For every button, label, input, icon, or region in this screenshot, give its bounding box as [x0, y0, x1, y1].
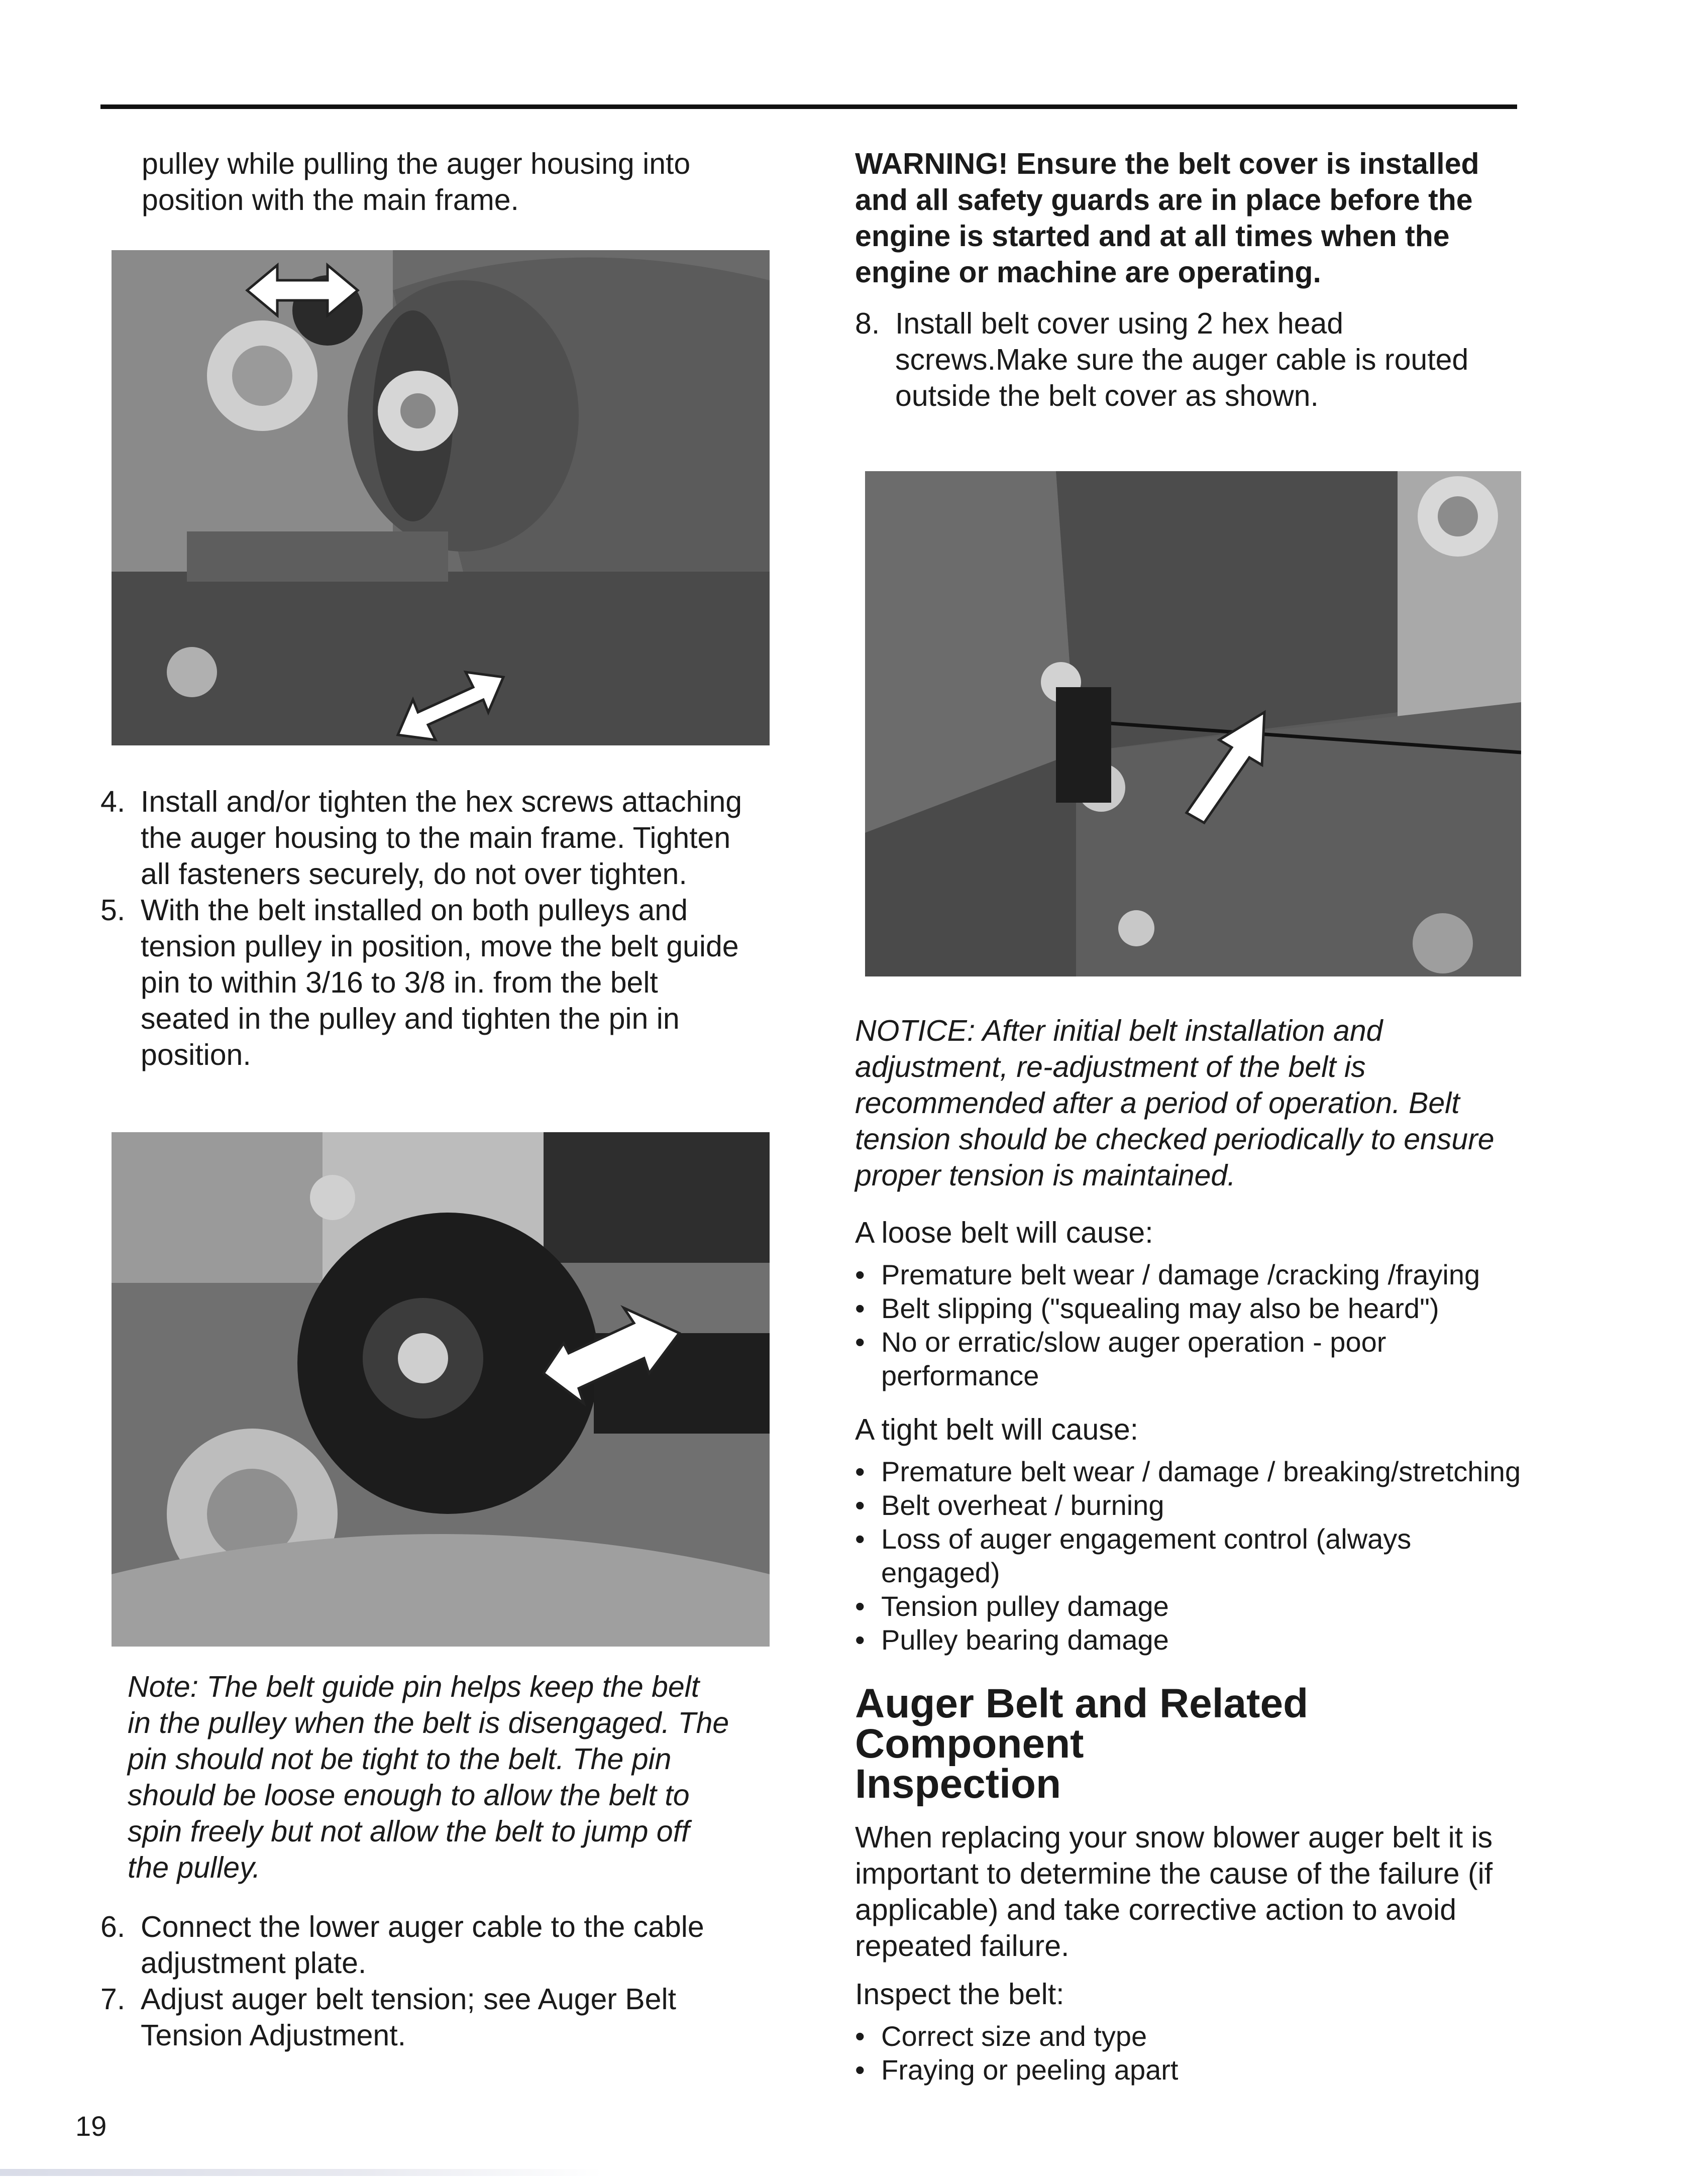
step-number: 5. [100, 894, 126, 927]
step-line: Adjust auger belt tension; see Auger Belt [141, 1983, 676, 2016]
intro-line: pulley while pulling the auger housing into [142, 147, 691, 180]
photo-belt-cover-cable [865, 471, 1521, 976]
page-number: 19 [75, 2110, 107, 2142]
step-number: 8. [855, 307, 880, 340]
intro-line: position with the main frame. [142, 183, 519, 216]
step-line: With the belt installed on both pulleys and [141, 894, 688, 927]
note-line: should be loose enough to allow the belt to [128, 1779, 690, 1812]
step-line: adjustment plate. [141, 1946, 367, 1980]
list-item: • Loss of auger engagement control (always [855, 1523, 1412, 1555]
list-item: • No or erratic/slow auger operation - poor [855, 1326, 1386, 1358]
body-line: repeated failure. [855, 1929, 1070, 1963]
notice-line: proper tension is maintained. [855, 1159, 1236, 1192]
list-item: • Pulley bearing damage [855, 1624, 1169, 1656]
note-line: pin should not be tight to the belt. The pin [128, 1742, 672, 1776]
notice-line: recommended after a period of operation. Belt [855, 1086, 1460, 1120]
loose-belt-section [855, 1215, 1528, 1392]
warning-line: engine or machine are operating. [855, 256, 1321, 289]
step-8-block [855, 305, 1528, 414]
step-line: Connect the lower auger cable to the cable [141, 1910, 704, 1943]
notice-line: tension should be checked periodically to ensure [855, 1123, 1494, 1156]
list-item: • Belt overheat / burning [855, 1489, 1164, 1521]
note-line: Note: The belt guide pin helps keep the belt [128, 1670, 700, 1703]
photo-belt-guide-pin [112, 1132, 770, 1647]
list-item-continuation: engaged) [881, 1557, 1000, 1588]
list-item: • Premature belt wear / damage / breaking/stretching [855, 1456, 1521, 1487]
warning-line: engine is started and at all times when the [855, 220, 1450, 253]
list-item: • Tension pulley damage [855, 1590, 1169, 1622]
left-intro [142, 146, 795, 218]
step-7 [100, 1981, 784, 2053]
body-line: important to determine the cause of the failure (if [855, 1857, 1493, 1890]
warning-line: WARNING! Ensure the belt cover is installed [855, 147, 1479, 180]
step-6 [100, 1909, 784, 1981]
warning-line: and all safety guards are in place before the [855, 183, 1473, 216]
step-4 [100, 784, 784, 892]
left-steps-b [100, 1909, 784, 2053]
inspection-section [855, 1681, 1528, 2087]
inspect-title: Inspect the belt: [855, 1978, 1064, 2011]
step-line: Install and/or tighten the hex screws attaching [141, 785, 742, 818]
belt-guide-note [128, 1669, 781, 1886]
step-line: the auger housing to the main frame. Tighten [141, 821, 731, 854]
tight-belt-list [855, 1455, 1528, 1657]
body-line: applicable) and take corrective action to avoid [855, 1893, 1457, 1926]
footer-scan-artifact [0, 2169, 603, 2176]
step-number: 4. [100, 785, 126, 818]
tight-belt-title: A tight belt will cause: [855, 1413, 1139, 1446]
step-5 [100, 892, 784, 1073]
step-line: Install belt cover using 2 hex head [895, 307, 1344, 340]
list-item: • Fraying or peeling apart [855, 2054, 1179, 2086]
loose-belt-title: A loose belt will cause: [855, 1216, 1153, 1249]
notice-line: NOTICE: After initial belt installation and [855, 1014, 1383, 1047]
belt-notice [855, 1013, 1528, 1193]
inspection-body [855, 1819, 1528, 1964]
step-line: Tension Adjustment. [141, 2019, 406, 2052]
list-item: • Premature belt wear / damage /cracking /fraying [855, 1259, 1480, 1290]
step-line: seated in the pulley and tighten the pin in [141, 1002, 680, 1035]
body-line: When replacing your snow blower auger belt it is [855, 1821, 1493, 1854]
step-number: 6. [100, 1910, 126, 1943]
list-item: • Correct size and type [855, 2020, 1147, 2052]
step-line: pin to within 3/16 to 3/8 in. from the belt [141, 966, 658, 999]
heading-line: Auger Belt and Related Component [855, 1681, 1309, 1767]
heading-line: Inspection [855, 1761, 1061, 1807]
safety-warning [855, 146, 1528, 290]
step-8 [855, 305, 1528, 414]
note-line: in the pulley when the belt is disengaged. The [128, 1706, 729, 1739]
notice-line: adjustment, re-adjustment of the belt is [855, 1050, 1366, 1083]
note-line: spin freely but not allow the belt to jump off [128, 1815, 690, 1848]
note-line: the pulley. [128, 1851, 261, 1884]
left-steps-a [100, 784, 784, 1073]
header-rule [100, 104, 1517, 109]
step-line: screws.Make sure the auger cable is routed [895, 343, 1469, 376]
step-line: outside the belt cover as shown. [895, 379, 1319, 412]
photo-auger-housing-pulley [112, 250, 770, 745]
list-item-continuation: performance [881, 1360, 1039, 1391]
step-line: tension pulley in position, move the belt guide [141, 930, 739, 963]
section-heading [855, 1681, 1528, 1807]
loose-belt-list [855, 1258, 1528, 1392]
step-line: all fasteners securely, do not over tighten. [141, 857, 687, 891]
list-item: • Belt slipping ("squealing may also be heard") [855, 1292, 1439, 1324]
inspect-list [855, 2019, 1528, 2087]
step-line: position. [141, 1038, 251, 1071]
step-number: 7. [100, 1983, 126, 2016]
tight-belt-section [855, 1411, 1528, 1657]
